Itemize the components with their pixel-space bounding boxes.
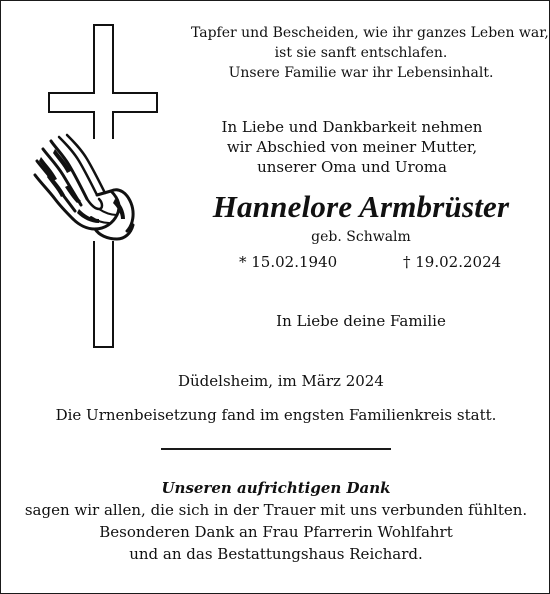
maiden-name: geb. Schwalm: [311, 229, 411, 245]
farewell-line: unserer Oma und Uroma: [257, 158, 447, 176]
thanks-line: sagen wir allen, die sich in der Trauer mit uns verbunden fühlten.: [24, 501, 528, 519]
thanks-line: und an das Bestattungshaus Reichard.: [129, 545, 423, 563]
family-signature: In Liebe deine Familie: [276, 312, 446, 330]
farewell-line: wir Abschied von meiner Mutter,: [226, 138, 478, 156]
death-date: † 19.02.2024: [403, 253, 502, 271]
divider: [161, 448, 391, 450]
intro-line: ist sie sanft entschlafen.: [274, 45, 448, 61]
deceased-name: Hannelore Armbrüster: [212, 189, 510, 224]
intro-line: Tapfer und Bescheiden, wie ihr ganzes Leben war,: [191, 25, 549, 41]
thanks-section: [21, 477, 531, 565]
praying-hands-icon: [29, 129, 137, 243]
farewell-line: In Liebe und Dankbarkeit nehmen: [221, 118, 483, 136]
urn-burial-note: Die Urnenbeisetzung fand im engsten Familienkreis statt.: [55, 406, 497, 424]
intro-line: Unsere Familie war ihr Lebensinhalt.: [228, 65, 494, 81]
intro-text: [191, 23, 549, 83]
farewell-text: [213, 117, 491, 177]
thanks-heading: Unseren aufrichtigen Dank: [161, 479, 391, 497]
birth-date: * 15.02.1940: [239, 253, 338, 271]
thanks-line: Besonderen Dank an Frau Pfarrerin Wohlfahrt: [99, 523, 453, 541]
place-date: Düdelsheim, im März 2024: [178, 372, 384, 390]
